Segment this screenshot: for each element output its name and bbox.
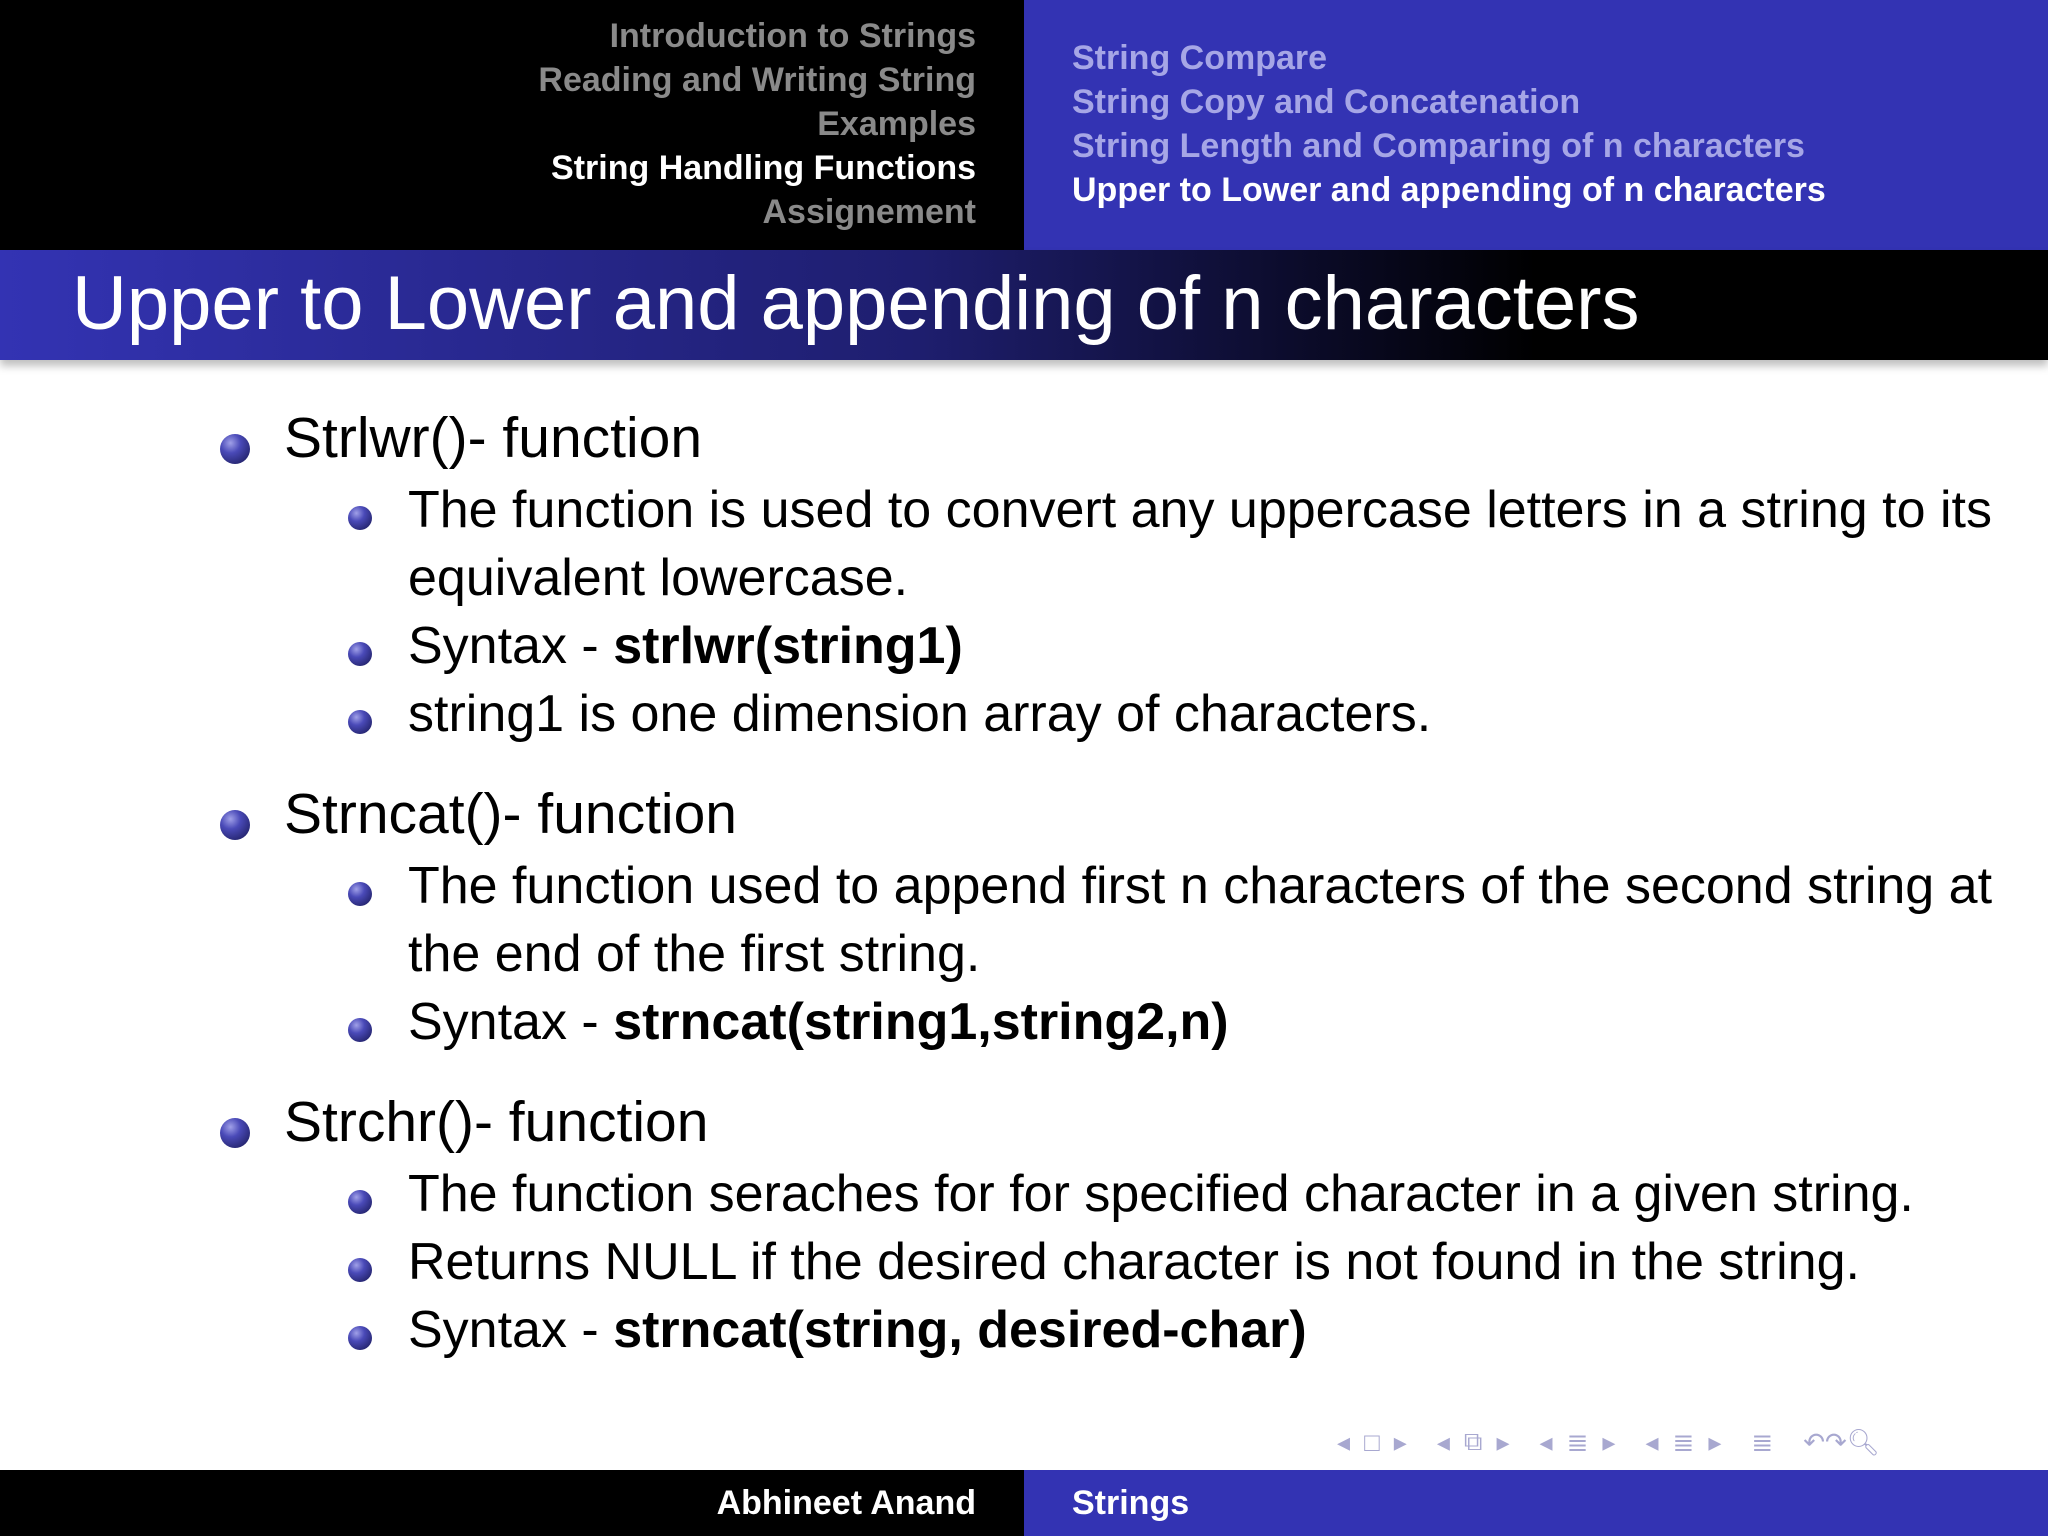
bullet-ball-icon [220, 1118, 250, 1148]
sublist-item [408, 476, 2048, 612]
sublist-item [408, 1160, 2048, 1228]
sublist-item [408, 852, 2048, 988]
sublist [408, 476, 2048, 748]
footer-title-box [1024, 1470, 2048, 1536]
footer-title: Strings [1072, 1484, 1190, 1522]
syntax-prefix: Syntax - [408, 993, 614, 1051]
beamer-navigation-symbols [1330, 1424, 1903, 1460]
nav-subsection-length-comparing[interactable]: String Length and Comparing of n characters [1072, 127, 1805, 165]
footer-author: Abhineet Anand [716, 1484, 976, 1522]
subsection-nav-icon[interactable]: ◂ ⧉ ▸ [1436, 1426, 1510, 1457]
nav-subsection-string-compare[interactable]: String Compare [1072, 39, 1328, 77]
frame-title-bar [0, 250, 2048, 360]
syntax-prefix: Syntax - [408, 617, 614, 675]
syntax-code: strncat(string1,string2,n) [613, 993, 1229, 1051]
sublist-item [408, 988, 2048, 1056]
bullet-ball-icon [220, 810, 250, 840]
sublist-item [408, 680, 2048, 748]
item-label: Strchr()- function [284, 1090, 709, 1154]
item-label: Strlwr()- function [284, 406, 703, 470]
bullet-ball-icon [348, 710, 372, 734]
syntax-code: strlwr(string1) [613, 617, 963, 675]
document-nav-icon[interactable]: ◂ ≣ ▸ [1645, 1426, 1722, 1457]
bullet-ball-icon [348, 642, 372, 666]
list-item [220, 1084, 2048, 1160]
sublist-item [408, 1296, 2048, 1364]
subitem-text: The function used to append first n characters of the second string at the end of the first string. [408, 857, 1993, 983]
sublist [408, 1160, 2048, 1364]
subitem-text: The function seraches for for specified character in a given string. [408, 1165, 1914, 1223]
item-strncat [220, 776, 2048, 1056]
bullet-ball-icon [348, 882, 372, 906]
bullet-ball-icon [220, 434, 250, 464]
subitem-text: string1 is one dimension array of characters. [408, 685, 1432, 743]
syntax-prefix: Syntax - [408, 1301, 614, 1359]
bullet-ball-icon [348, 1018, 372, 1042]
section-nav-icon[interactable]: ◂ ≣ ▸ [1539, 1426, 1616, 1457]
sublist-item [408, 612, 2048, 680]
back-forward-search-icon[interactable]: ↶↷🔍︎ [1803, 1426, 1880, 1457]
spacer [0, 1056, 2048, 1084]
nav-section-reading-writing[interactable]: Reading and Writing String [538, 61, 976, 99]
footer-author-box [0, 1470, 1024, 1536]
list-item [220, 776, 2048, 852]
nav-section-examples[interactable]: Examples [817, 105, 976, 143]
bullet-ball-icon [348, 506, 372, 530]
section-navigation [0, 0, 1024, 250]
bullet-ball-icon [348, 1258, 372, 1282]
item-strlwr [220, 400, 2048, 748]
subsection-navigation [1024, 0, 2048, 250]
subitem-text: The function is used to convert any uppercase letters in a string to its equivalent lowercase. [408, 481, 1992, 607]
frame-nav-icon[interactable]: ◂ □ ▸ [1337, 1426, 1407, 1457]
frame-title: Upper to Lower and appending of n characters [72, 261, 1640, 346]
item-strchr [220, 1084, 2048, 1364]
subitem-text: Returns NULL if the desired character is not found in the string. [408, 1233, 1860, 1291]
item-label: Strncat()- function [284, 782, 737, 846]
nav-section-introduction[interactable]: Introduction to Strings [609, 17, 976, 55]
nav-section-assignement[interactable]: Assignement [762, 193, 976, 231]
syntax-code: strncat(string, desired-char) [613, 1301, 1307, 1359]
bullet-ball-icon [348, 1326, 372, 1350]
sublist [408, 852, 2048, 1056]
sublist-item [408, 1228, 2048, 1296]
appendix-nav-icon[interactable]: ≣ [1751, 1426, 1774, 1457]
nav-subsection-copy-concatenation[interactable]: String Copy and Concatenation [1072, 83, 1581, 121]
nav-section-string-handling[interactable]: String Handling Functions [551, 149, 976, 187]
bullet-ball-icon [348, 1190, 372, 1214]
list-item [220, 400, 2048, 476]
spacer [0, 748, 2048, 776]
slide-content [0, 400, 2048, 1364]
nav-subsection-upper-lower[interactable]: Upper to Lower and appending of n characters [1072, 171, 1826, 209]
